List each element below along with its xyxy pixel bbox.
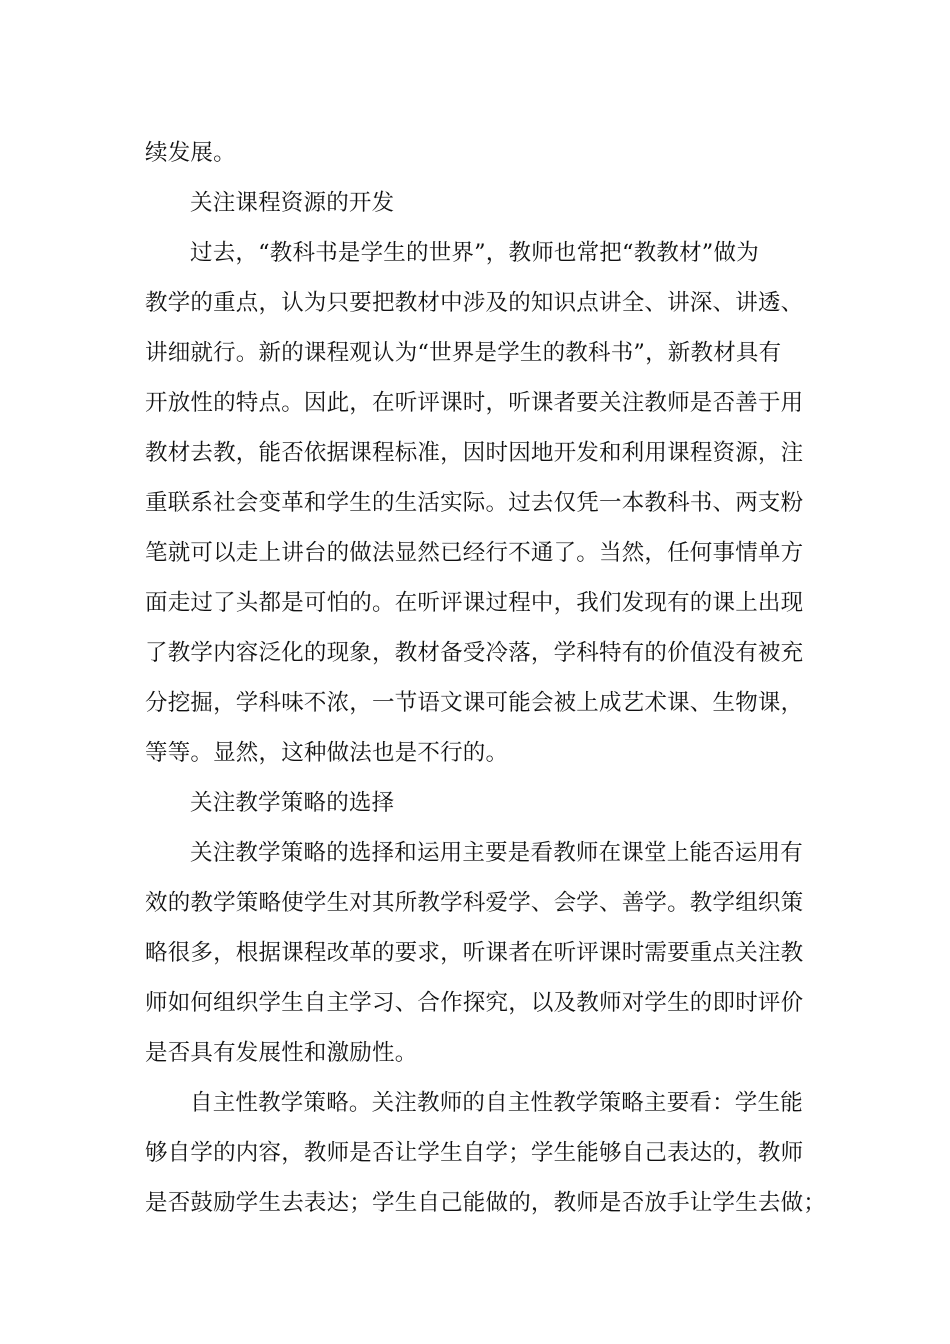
paragraph-line: 够自学的内容，教师是否让学生自学；学生能够自己表达的，教师 xyxy=(145,1140,804,1166)
paragraph-line: 了教学内容泛化的现象，教材备受冷落，学科特有的价值没有被充 xyxy=(145,640,804,666)
section-heading-teaching-strategies: 关注教学策略的选择 xyxy=(190,790,395,816)
paragraph-line: 教学的重点，认为只要把教材中涉及的知识点讲全、讲深、讲透、 xyxy=(145,290,804,316)
paragraph-line: 等等。显然，这种做法也是不行的。 xyxy=(145,740,509,766)
paragraph-line: 自主性教学策略。关注教师的自主性教学策略主要看：学生能 xyxy=(190,1090,803,1116)
text-line-continuation: 续发展。 xyxy=(145,140,236,166)
section-heading-curriculum-resources: 关注课程资源的开发 xyxy=(190,190,395,216)
paragraph-line: 开放性的特点。因此，在听评课时，听课者要关注教师是否善于用 xyxy=(145,390,804,416)
paragraph-line: 是否具有发展性和激励性。 xyxy=(145,1040,418,1066)
paragraph-line: 关注教学策略的选择和运用主要是看教师在课堂上能否运用有 xyxy=(190,840,803,866)
paragraph-line: 效的教学策略使学生对其所教学科爱学、会学、善学。教学组织策 xyxy=(145,890,804,916)
paragraph-line: 分挖掘，学科味不浓，一节语文课可能会被上成艺术课、生物课， xyxy=(145,690,804,716)
paragraph-line: 重联系社会变革和学生的生活实际。过去仅凭一本教科书、两支粉 xyxy=(145,490,804,516)
paragraph-line: 过去，“教科书是学生的世界”，教师也常把“教教材”做为 xyxy=(190,240,759,266)
paragraph-line: 笔就可以走上讲台的做法显然已经行不通了。当然，任何事情单方 xyxy=(145,540,804,566)
paragraph-line: 面走过了头都是可怕的。在听评课过程中，我们发现有的课上出现 xyxy=(145,590,804,616)
paragraph-line: 讲细就行。新的课程观认为“世界是学生的教科书”，新教材具有 xyxy=(145,340,782,366)
paragraph-line: 是否鼓励学生去表达；学生自己能做的，教师是否放手让学生去做； xyxy=(145,1190,827,1216)
paragraph-line: 教材去教，能否依据课程标准，因时因地开发和利用课程资源，注 xyxy=(145,440,804,466)
paragraph-line: 师如何组织学生自主学习、合作探究，以及教师对学生的即时评价 xyxy=(145,990,804,1016)
paragraph-line: 略很多，根据课程改革的要求，听课者在听评课时需要重点关注教 xyxy=(145,940,804,966)
